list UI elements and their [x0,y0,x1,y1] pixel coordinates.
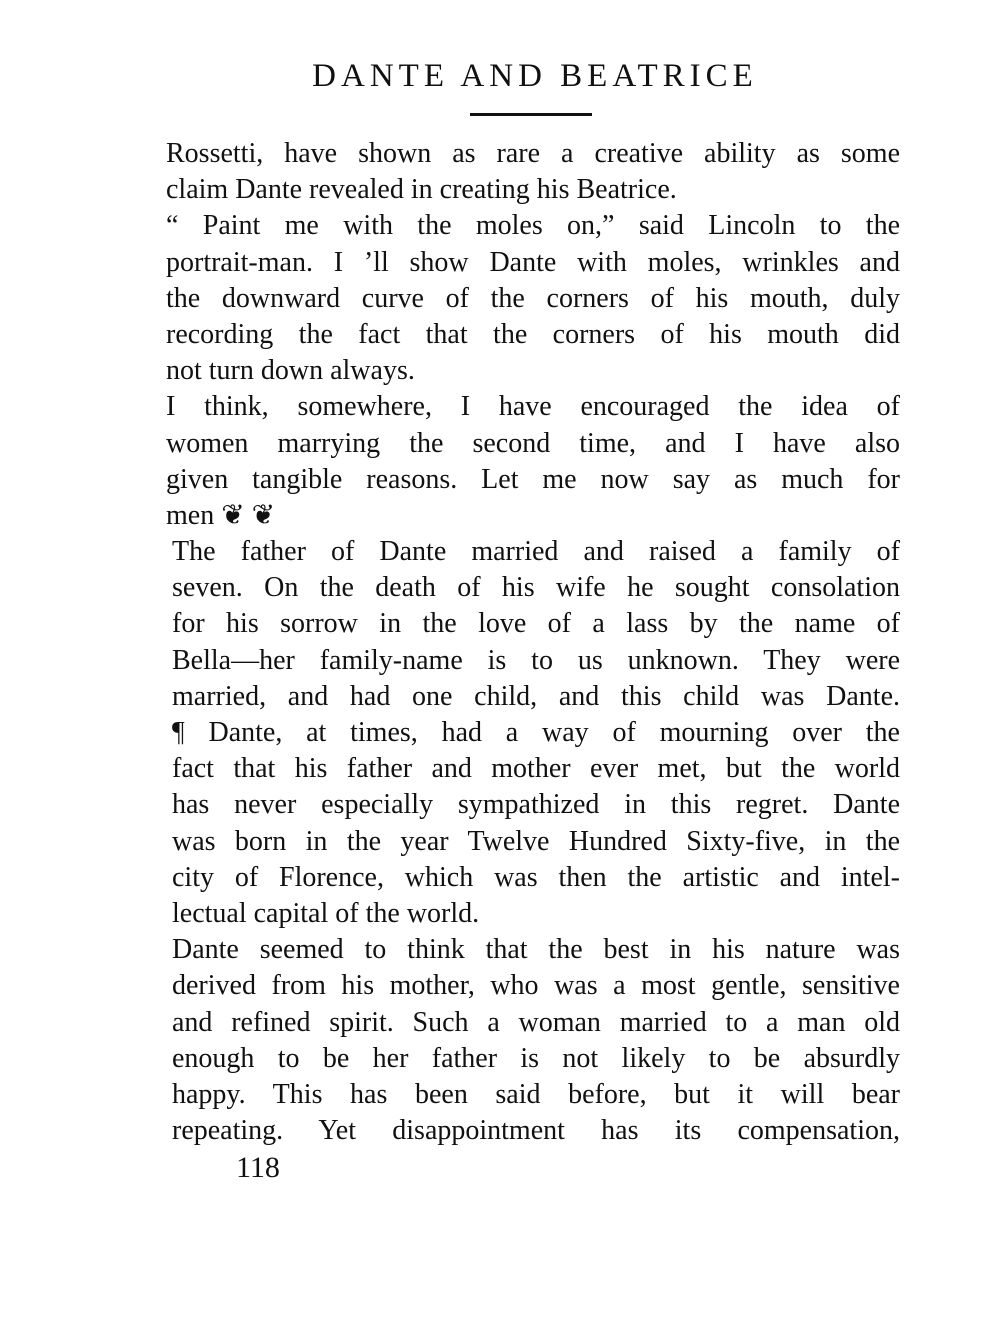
text-line: repeating. Yet disappointment has its compensation, [172,1115,900,1147]
text-line: portrait-man. I ’ll show Dante with moles, wrinkles and [166,246,900,278]
text-line: fact that his father and mother ever met, but the world [172,753,900,785]
text-line: not turn down always. [166,355,415,387]
text-line: claim Dante revealed in creating his Beatrice. [166,174,677,206]
text-line: for his sorrow in the love of a lass by the name of [172,608,900,640]
page-number: 118 [236,1151,280,1184]
text-line: was born in the year Twelve Hundred Sixty-five, in the [172,825,900,857]
text-line: Bella—her family-name is to us unknown. They were [172,644,900,676]
text-line: seven. On the death of his wife he sought consolation [172,572,900,604]
header-rule [470,113,592,116]
text-line: The father of Dante married and raised a family of [172,536,900,568]
text-line: married, and had one child, and this child was Dante. [172,680,900,712]
text-line: enough to be her father is not likely to be absurdly [172,1042,900,1074]
text-line: has never especially sympathized in this regret. Dante [172,789,900,821]
body-text [166,136,900,1149]
text-line: lectual capital of the world. [172,897,480,929]
running-head: DANTE AND BEATRICE [312,58,758,94]
text-line: the downward curve of the corners of his mouth, duly [166,282,900,314]
text-line: and refined spirit. Such a woman married to a man old [172,1006,900,1038]
text-line: derived from his mother, who was a most gentle, sensitive [172,970,900,1002]
text-line: Rossetti, have shown as rare a creative ability as some [166,138,900,169]
text-line: “ Paint me with the moles on,” said Lincoln to the [166,210,900,242]
text-line: women marrying the second time, and I have also [166,427,900,459]
text-line: men ❦ ❦ [166,499,276,531]
text-line: happy. This has been said before, but it will bear [172,1078,900,1110]
text-line: given tangible reasons. Let me now say as much for [166,463,900,495]
text-line: I think, somewhere, I have encouraged the idea of [166,391,900,423]
text-line: Dante seemed to think that the best in his nature was [172,934,900,966]
text-line: ¶ Dante, at times, had a way of mourning over the [172,717,900,748]
text-line: recording the fact that the corners of his mouth did [166,318,900,350]
text-line: city of Florence, which was then the artistic and intel- [172,861,900,893]
